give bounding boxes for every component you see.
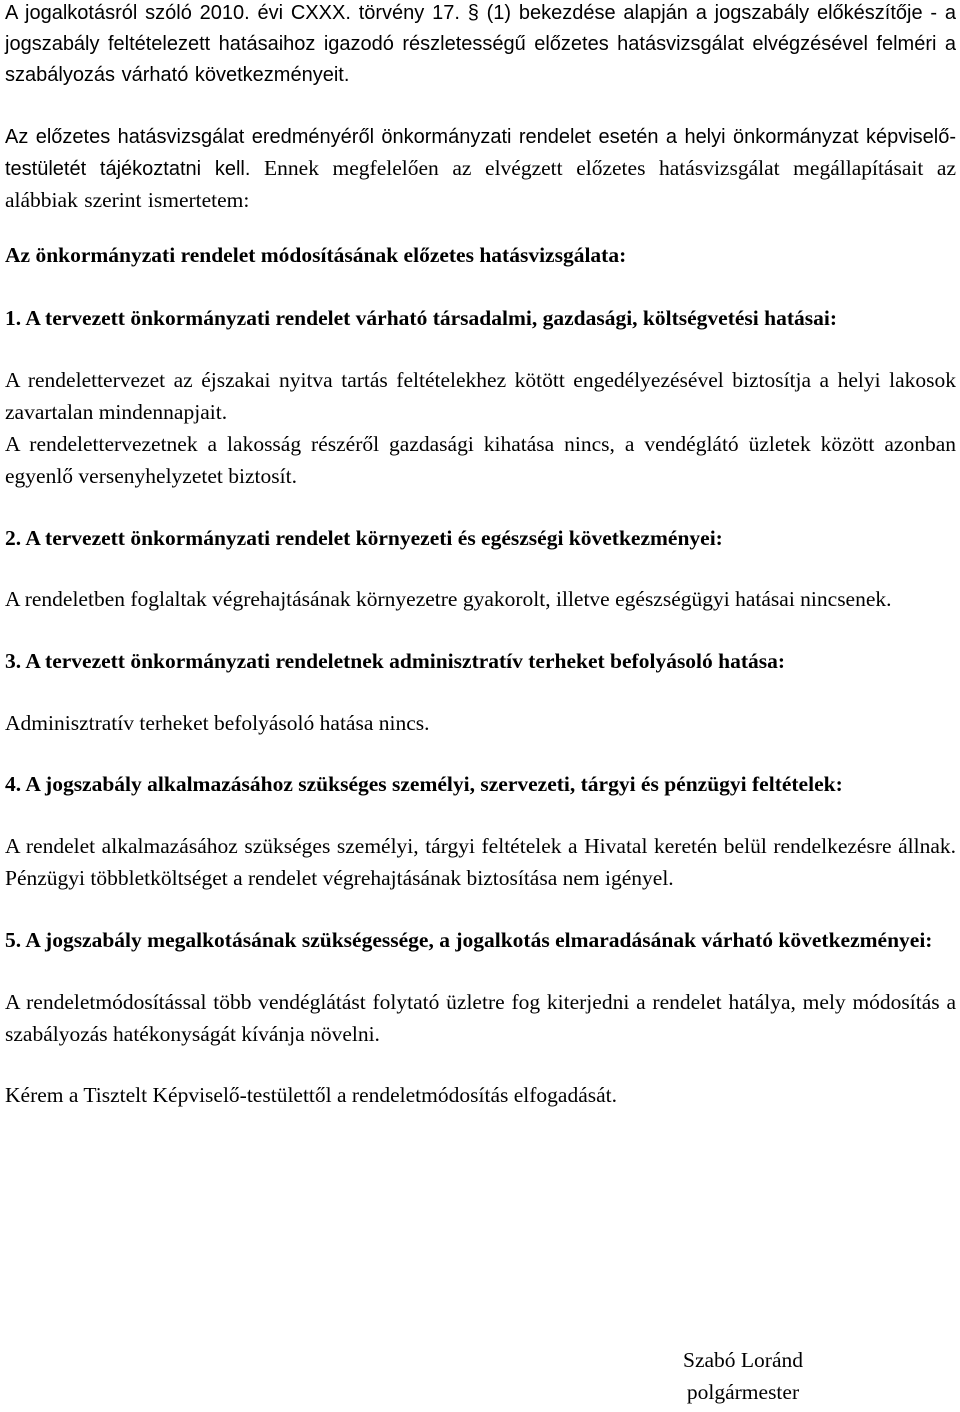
document-page xyxy=(5,0,956,1111)
section-1-body-1: A rendelettervezet az éjszakai nyitva tartás feltételekhez kötött engedélyezésével biztosítja a helyi lakosok zavartalan mindennapjait. xyxy=(5,368,956,424)
intro-paragraph: A jogalkotásról szóló 2010. évi CXXX. törvény 17. § (1) bekezdése alapján a jogszabály előkészítője - a jogszabály feltételezett hatásaihoz igazodó részletességű előzetes hatásvizsgálat elvégzésével felméri a szabályozás várható következményeit. xyxy=(5,2,956,86)
section-1-body-2: A rendelettervezetnek a lakosság részéről gazdasági kihatása nincs, a vendéglátó üzletek között azonban egyenlő versenyhelyzetet biztosít. xyxy=(5,432,956,488)
section-5-heading: 5. A jogszabály megalkotásának szükségessége, a jogalkotás elmaradásának várható következményei: xyxy=(5,928,933,952)
section-1-heading: 1. A tervezett önkormányzati rendelet várható társadalmi, gazdasági, költségvetési hatásai: xyxy=(5,306,838,330)
intro-paragraph-2-sans: Az előzetes hatásvizsgálat eredményéről önkormányzati rendelet esetén a helyi önkormányzat képviselő-testületét tájékoztatni kell. xyxy=(5,126,956,180)
intro-paragraph-2 xyxy=(5,122,956,217)
signature-title: polgármester xyxy=(686,1380,800,1404)
signature-name: Szabó Loránd xyxy=(683,1348,804,1372)
section-3-body-1: Adminisztratív terheket befolyásoló hatása nincs. xyxy=(5,711,430,735)
closing-request: Kérem a Tisztelt Képviselő-testülettől a rendeletmódosítás elfogadását. xyxy=(5,1083,617,1107)
section-5-body-1: A rendeletmódosítással több vendéglátást folytató üzletre fog kiterjedni a rendelet hatálya, mely módosítás a szabályozás hatékonyságát kívánja növelni. xyxy=(5,990,956,1046)
signature-block xyxy=(683,1344,803,1408)
document-title: Az önkormányzati rendelet módosításának előzetes hatásvizsgálata: xyxy=(5,243,627,267)
section-4-body-1: A rendelet alkalmazásához szükséges személyi, tárgyi feltételek a Hivatal keretén belül rendelkezésre állnak. Pénzügyi többletköltséget a rendelet végrehajtásának biztosítása nem igényel. xyxy=(5,834,956,890)
section-2-heading: 2. A tervezett önkormányzati rendelet környezeti és egészségi következményei: xyxy=(5,526,723,550)
section-3-heading: 3. A tervezett önkormányzati rendeletnek adminisztratív terheket befolyásoló hatása: xyxy=(5,649,786,673)
section-4-heading: 4. A jogszabály alkalmazásához szükséges személyi, szervezeti, tárgyi és pénzügyi feltételek: xyxy=(5,772,843,796)
section-2-body-1: A rendeletben foglaltak végrehajtásának környezetre gyakorolt, illetve egészségügyi hatásai nincsenek. xyxy=(5,587,892,611)
intro-paragraph-2-serif: Ennek megfelelően az elvégzett előzetes hatásvizsgálat megállapításait az alábbiak szerint ismertetem: xyxy=(5,156,956,212)
